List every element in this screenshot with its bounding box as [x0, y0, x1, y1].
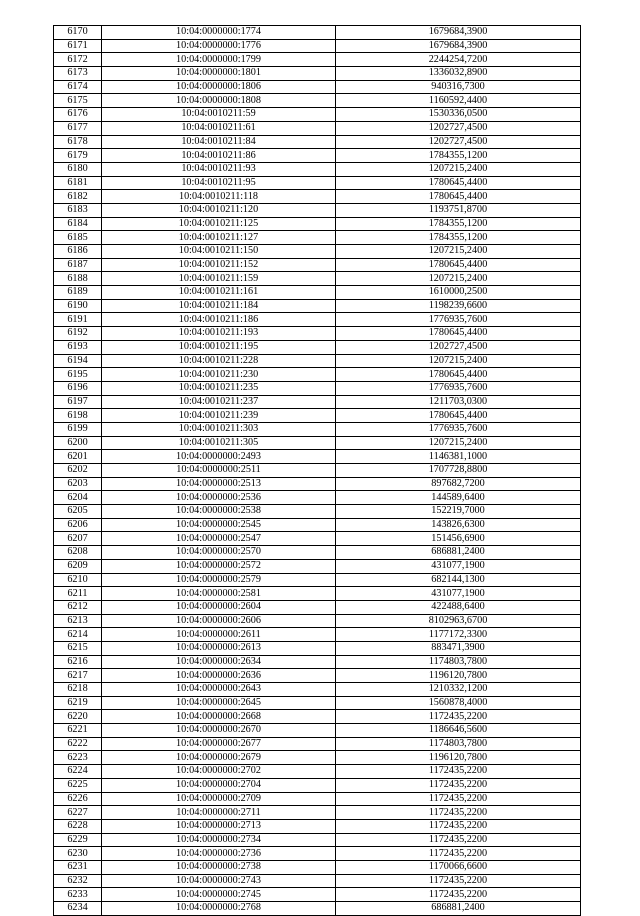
- value-cell: 1679684,3900: [336, 26, 581, 40]
- value-cell: 1776935,7600: [336, 381, 581, 395]
- row-number-cell: 6231: [54, 860, 102, 874]
- table-row: [54, 860, 581, 874]
- table-row: [54, 395, 581, 409]
- cadastral-number-cell: 10:04:0000000:2734: [102, 833, 336, 847]
- cadastral-number-cell: 10:04:0010211:239: [102, 409, 336, 423]
- table-row: [54, 614, 581, 628]
- cadastral-number-cell: 10:04:0010211:59: [102, 108, 336, 122]
- value-cell: 1780645,4400: [336, 258, 581, 272]
- cadastral-number-cell: 10:04:0000000:1799: [102, 53, 336, 67]
- row-number-cell: 6225: [54, 778, 102, 792]
- row-number-cell: 6207: [54, 532, 102, 546]
- cadastral-number-cell: 10:04:0010211:95: [102, 176, 336, 190]
- value-cell: 1172435,2200: [336, 888, 581, 902]
- row-number-cell: 6227: [54, 806, 102, 820]
- cadastral-number-cell: 10:04:0000000:2511: [102, 464, 336, 478]
- cadastral-number-cell: 10:04:0000000:2670: [102, 724, 336, 738]
- row-number-cell: 6190: [54, 299, 102, 313]
- table-row: [54, 39, 581, 53]
- cadastral-number-cell: 10:04:0000000:2604: [102, 600, 336, 614]
- row-number-cell: 6232: [54, 874, 102, 888]
- cadastral-number-cell: 10:04:0000000:2493: [102, 450, 336, 464]
- value-cell: 1336032,8900: [336, 67, 581, 81]
- value-cell: 144589,6400: [336, 491, 581, 505]
- value-cell: 422488,6400: [336, 600, 581, 614]
- table-row: [54, 121, 581, 135]
- table-row: [54, 217, 581, 231]
- cadastral-number-cell: 10:04:0010211:228: [102, 354, 336, 368]
- row-number-cell: 6217: [54, 669, 102, 683]
- cadastral-number-cell: 10:04:0010211:93: [102, 162, 336, 176]
- table-row: [54, 422, 581, 436]
- value-cell: 1207215,2400: [336, 162, 581, 176]
- row-number-cell: 6171: [54, 39, 102, 53]
- row-number-cell: 6218: [54, 683, 102, 697]
- value-cell: 1172435,2200: [336, 806, 581, 820]
- value-cell: 431077,1900: [336, 587, 581, 601]
- cadastral-number-cell: 10:04:0000000:2679: [102, 751, 336, 765]
- table-row: [54, 299, 581, 313]
- cadastral-number-cell: 10:04:0000000:2513: [102, 477, 336, 491]
- value-cell: 1146381,1000: [336, 450, 581, 464]
- row-number-cell: 6210: [54, 573, 102, 587]
- value-cell: 1172435,2200: [336, 874, 581, 888]
- row-number-cell: 6199: [54, 422, 102, 436]
- row-number-cell: 6212: [54, 600, 102, 614]
- cadastral-number-cell: 10:04:0010211:186: [102, 313, 336, 327]
- value-cell: 1193751,8700: [336, 203, 581, 217]
- row-number-cell: 6174: [54, 80, 102, 94]
- value-cell: 8102963,6700: [336, 614, 581, 628]
- row-number-cell: 6222: [54, 737, 102, 751]
- row-number-cell: 6187: [54, 258, 102, 272]
- cadastral-number-cell: 10:04:0000000:2536: [102, 491, 336, 505]
- value-cell: 1207215,2400: [336, 354, 581, 368]
- row-number-cell: 6228: [54, 819, 102, 833]
- value-cell: 1202727,4500: [336, 340, 581, 354]
- cadastral-number-cell: 10:04:0000000:1776: [102, 39, 336, 53]
- table-row: [54, 94, 581, 108]
- row-number-cell: 6170: [54, 26, 102, 40]
- table-row: [54, 874, 581, 888]
- row-number-cell: 6229: [54, 833, 102, 847]
- cadastral-number-cell: 10:04:0010211:86: [102, 149, 336, 163]
- table-row: [54, 792, 581, 806]
- cadastral-number-cell: 10:04:0000000:2709: [102, 792, 336, 806]
- value-cell: 1784355,1200: [336, 231, 581, 245]
- value-cell: 883471,3900: [336, 641, 581, 655]
- value-cell: 1780645,4400: [336, 368, 581, 382]
- cadastral-number-cell: 10:04:0000000:2711: [102, 806, 336, 820]
- table-row: [54, 532, 581, 546]
- row-number-cell: 6192: [54, 327, 102, 341]
- value-cell: 1207215,2400: [336, 245, 581, 259]
- value-cell: 897682,7200: [336, 477, 581, 491]
- row-number-cell: 6183: [54, 203, 102, 217]
- table-row: [54, 518, 581, 532]
- value-cell: 1776935,7600: [336, 422, 581, 436]
- cadastral-number-cell: 10:04:0010211:303: [102, 422, 336, 436]
- table-row: [54, 190, 581, 204]
- value-cell: 1202727,4500: [336, 135, 581, 149]
- cadastral-number-cell: 10:04:0010211:159: [102, 272, 336, 286]
- cadastral-number-cell: 10:04:0000000:2745: [102, 888, 336, 902]
- row-number-cell: 6202: [54, 464, 102, 478]
- value-cell: 1172435,2200: [336, 847, 581, 861]
- row-number-cell: 6221: [54, 724, 102, 738]
- cadastral-number-cell: 10:04:0000000:2572: [102, 559, 336, 573]
- value-cell: 143826,6300: [336, 518, 581, 532]
- row-number-cell: 6182: [54, 190, 102, 204]
- table-row: [54, 231, 581, 245]
- value-cell: 1207215,2400: [336, 272, 581, 286]
- cadastral-number-cell: 10:04:0010211:152: [102, 258, 336, 272]
- cadastral-number-cell: 10:04:0000000:2743: [102, 874, 336, 888]
- cadastral-number-cell: 10:04:0010211:127: [102, 231, 336, 245]
- table-row: [54, 340, 581, 354]
- value-cell: 1207215,2400: [336, 436, 581, 450]
- row-number-cell: 6204: [54, 491, 102, 505]
- table-row: [54, 888, 581, 902]
- value-cell: 1202727,4500: [336, 121, 581, 135]
- cadastral-number-cell: 10:04:0010211:161: [102, 286, 336, 300]
- row-number-cell: 6224: [54, 765, 102, 779]
- table-row: [54, 491, 581, 505]
- table-row: [54, 833, 581, 847]
- value-cell: 1177172,3300: [336, 628, 581, 642]
- cadastral-number-cell: 10:04:0000000:2613: [102, 641, 336, 655]
- value-cell: 1210332,1200: [336, 683, 581, 697]
- table-row: [54, 327, 581, 341]
- cadastral-number-cell: 10:04:0000000:2547: [102, 532, 336, 546]
- row-number-cell: 6172: [54, 53, 102, 67]
- cadastral-number-cell: 10:04:0000000:2738: [102, 860, 336, 874]
- table-row: [54, 806, 581, 820]
- row-number-cell: 6234: [54, 902, 102, 916]
- value-cell: 1196120,7800: [336, 751, 581, 765]
- cadastral-number-cell: 10:04:0010211:305: [102, 436, 336, 450]
- row-number-cell: 6215: [54, 641, 102, 655]
- row-number-cell: 6208: [54, 546, 102, 560]
- table-row: [54, 135, 581, 149]
- table-row: [54, 505, 581, 519]
- table-row: [54, 149, 581, 163]
- table-row: [54, 368, 581, 382]
- cadastral-number-cell: 10:04:0000000:2634: [102, 655, 336, 669]
- cadastral-number-cell: 10:04:0010211:61: [102, 121, 336, 135]
- value-cell: 1780645,4400: [336, 190, 581, 204]
- cadastral-number-cell: 10:04:0010211:237: [102, 395, 336, 409]
- value-cell: 1172435,2200: [336, 778, 581, 792]
- table-row: [54, 53, 581, 67]
- value-cell: 1679684,3900: [336, 39, 581, 53]
- table-row: [54, 464, 581, 478]
- value-cell: 1172435,2200: [336, 819, 581, 833]
- table-row: [54, 847, 581, 861]
- table-row: [54, 724, 581, 738]
- row-number-cell: 6209: [54, 559, 102, 573]
- table-row: [54, 902, 581, 916]
- value-cell: 1172435,2200: [336, 792, 581, 806]
- table-row: [54, 80, 581, 94]
- row-number-cell: 6176: [54, 108, 102, 122]
- value-cell: 1776935,7600: [336, 313, 581, 327]
- row-number-cell: 6200: [54, 436, 102, 450]
- table-row: [54, 600, 581, 614]
- row-number-cell: 6214: [54, 628, 102, 642]
- row-number-cell: 6177: [54, 121, 102, 135]
- table-row: [54, 765, 581, 779]
- row-number-cell: 6230: [54, 847, 102, 861]
- cadastral-number-cell: 10:04:0010211:193: [102, 327, 336, 341]
- cadastral-number-cell: 10:04:0010211:235: [102, 381, 336, 395]
- row-number-cell: 6179: [54, 149, 102, 163]
- value-cell: 1780645,4400: [336, 176, 581, 190]
- row-number-cell: 6173: [54, 67, 102, 81]
- row-number-cell: 6186: [54, 245, 102, 259]
- value-cell: 1196120,7800: [336, 669, 581, 683]
- value-cell: 940316,7300: [336, 80, 581, 94]
- cadastral-number-cell: 10:04:0010211:184: [102, 299, 336, 313]
- cadastral-number-cell: 10:04:0000000:2579: [102, 573, 336, 587]
- value-cell: 1784355,1200: [336, 217, 581, 231]
- value-cell: 1172435,2200: [336, 765, 581, 779]
- cadastral-number-cell: 10:04:0000000:2538: [102, 505, 336, 519]
- value-cell: 682144,1300: [336, 573, 581, 587]
- table-row: [54, 683, 581, 697]
- value-cell: 1160592,4400: [336, 94, 581, 108]
- cadastral-number-cell: 10:04:0000000:1801: [102, 67, 336, 81]
- row-number-cell: 6195: [54, 368, 102, 382]
- row-number-cell: 6180: [54, 162, 102, 176]
- cadastral-number-cell: 10:04:0000000:2713: [102, 819, 336, 833]
- value-cell: 2244254,7200: [336, 53, 581, 67]
- cadastral-number-cell: 10:04:0000000:2704: [102, 778, 336, 792]
- value-cell: 1174803,7800: [336, 655, 581, 669]
- cadastral-number-cell: 10:04:0000000:1808: [102, 94, 336, 108]
- cadastral-number-cell: 10:04:0010211:150: [102, 245, 336, 259]
- row-number-cell: 6185: [54, 231, 102, 245]
- table-row: [54, 655, 581, 669]
- table-row: [54, 176, 581, 190]
- row-number-cell: 6223: [54, 751, 102, 765]
- row-number-cell: 6211: [54, 587, 102, 601]
- value-cell: 1198239,6600: [336, 299, 581, 313]
- table-row: [54, 641, 581, 655]
- cadastral-number-cell: 10:04:0000000:2606: [102, 614, 336, 628]
- cadastral-number-cell: 10:04:0000000:2611: [102, 628, 336, 642]
- table-row: [54, 819, 581, 833]
- value-cell: 152219,7000: [336, 505, 581, 519]
- table-row: [54, 710, 581, 724]
- table-row: [54, 573, 581, 587]
- cadastral-number-cell: 10:04:0000000:2677: [102, 737, 336, 751]
- value-cell: 1172435,2200: [336, 710, 581, 724]
- table-row: [54, 245, 581, 259]
- table-row: [54, 450, 581, 464]
- cadastral-number-cell: 10:04:0010211:125: [102, 217, 336, 231]
- cadastral-number-cell: 10:04:0000000:2581: [102, 587, 336, 601]
- value-cell: 1530336,0500: [336, 108, 581, 122]
- table-row: [54, 628, 581, 642]
- cadastral-number-cell: 10:04:0000000:2702: [102, 765, 336, 779]
- value-cell: 686881,2400: [336, 902, 581, 916]
- table-row: [54, 258, 581, 272]
- row-number-cell: 6233: [54, 888, 102, 902]
- value-cell: 1560878,4000: [336, 696, 581, 710]
- row-number-cell: 6196: [54, 381, 102, 395]
- table-row: [54, 409, 581, 423]
- value-cell: 1707728,8800: [336, 464, 581, 478]
- row-number-cell: 6201: [54, 450, 102, 464]
- value-cell: 686881,2400: [336, 546, 581, 560]
- row-number-cell: 6213: [54, 614, 102, 628]
- cadastral-number-cell: 10:04:0010211:195: [102, 340, 336, 354]
- row-number-cell: 6203: [54, 477, 102, 491]
- cadastral-number-cell: 10:04:0000000:2545: [102, 518, 336, 532]
- cadastral-number-cell: 10:04:0000000:2645: [102, 696, 336, 710]
- value-cell: 1186646,5600: [336, 724, 581, 738]
- value-cell: 1172435,2200: [336, 833, 581, 847]
- row-number-cell: 6197: [54, 395, 102, 409]
- table-row: [54, 477, 581, 491]
- row-number-cell: 6189: [54, 286, 102, 300]
- table-row: [54, 67, 581, 81]
- row-number-cell: 6220: [54, 710, 102, 724]
- table-row: [54, 108, 581, 122]
- table-row: [54, 272, 581, 286]
- cadastral-number-cell: 10:04:0010211:84: [102, 135, 336, 149]
- row-number-cell: 6178: [54, 135, 102, 149]
- table-row: [54, 286, 581, 300]
- row-number-cell: 6216: [54, 655, 102, 669]
- cadastral-number-cell: 10:04:0000000:2668: [102, 710, 336, 724]
- row-number-cell: 6226: [54, 792, 102, 806]
- row-number-cell: 6188: [54, 272, 102, 286]
- cadastral-number-cell: 10:04:0010211:120: [102, 203, 336, 217]
- table-row: [54, 559, 581, 573]
- cadastral-number-cell: 10:04:0000000:2636: [102, 669, 336, 683]
- cadastral-number-cell: 10:04:0000000:2570: [102, 546, 336, 560]
- value-cell: 151456,6900: [336, 532, 581, 546]
- table-row: [54, 546, 581, 560]
- row-number-cell: 6194: [54, 354, 102, 368]
- row-number-cell: 6206: [54, 518, 102, 532]
- cadastral-number-cell: 10:04:0000000:2643: [102, 683, 336, 697]
- row-number-cell: 6184: [54, 217, 102, 231]
- value-cell: 1780645,4400: [336, 409, 581, 423]
- cadastral-number-cell: 10:04:0000000:1774: [102, 26, 336, 40]
- value-cell: 1174803,7800: [336, 737, 581, 751]
- cadastral-number-cell: 10:04:0000000:1806: [102, 80, 336, 94]
- table-row: [54, 203, 581, 217]
- table-row: [54, 737, 581, 751]
- table-row: [54, 381, 581, 395]
- table-row: [54, 669, 581, 683]
- value-cell: 1610000,2500: [336, 286, 581, 300]
- value-cell: 1211703,0300: [336, 395, 581, 409]
- table-row: [54, 354, 581, 368]
- row-number-cell: 6191: [54, 313, 102, 327]
- table-row: [54, 696, 581, 710]
- cadastral-number-cell: 10:04:0010211:118: [102, 190, 336, 204]
- table-body: [54, 26, 581, 916]
- row-number-cell: 6205: [54, 505, 102, 519]
- data-table: [53, 25, 581, 916]
- row-number-cell: 6193: [54, 340, 102, 354]
- cadastral-number-cell: 10:04:0010211:230: [102, 368, 336, 382]
- table-row: [54, 313, 581, 327]
- row-number-cell: 6219: [54, 696, 102, 710]
- table-row: [54, 751, 581, 765]
- cadastral-number-cell: 10:04:0000000:2768: [102, 902, 336, 916]
- value-cell: 1170066,6600: [336, 860, 581, 874]
- table-row: [54, 778, 581, 792]
- value-cell: 1784355,1200: [336, 149, 581, 163]
- table-row: [54, 26, 581, 40]
- row-number-cell: 6198: [54, 409, 102, 423]
- row-number-cell: 6175: [54, 94, 102, 108]
- row-number-cell: 6181: [54, 176, 102, 190]
- value-cell: 1780645,4400: [336, 327, 581, 341]
- value-cell: 431077,1900: [336, 559, 581, 573]
- table-row: [54, 436, 581, 450]
- table-row: [54, 587, 581, 601]
- cadastral-number-cell: 10:04:0000000:2736: [102, 847, 336, 861]
- table-row: [54, 162, 581, 176]
